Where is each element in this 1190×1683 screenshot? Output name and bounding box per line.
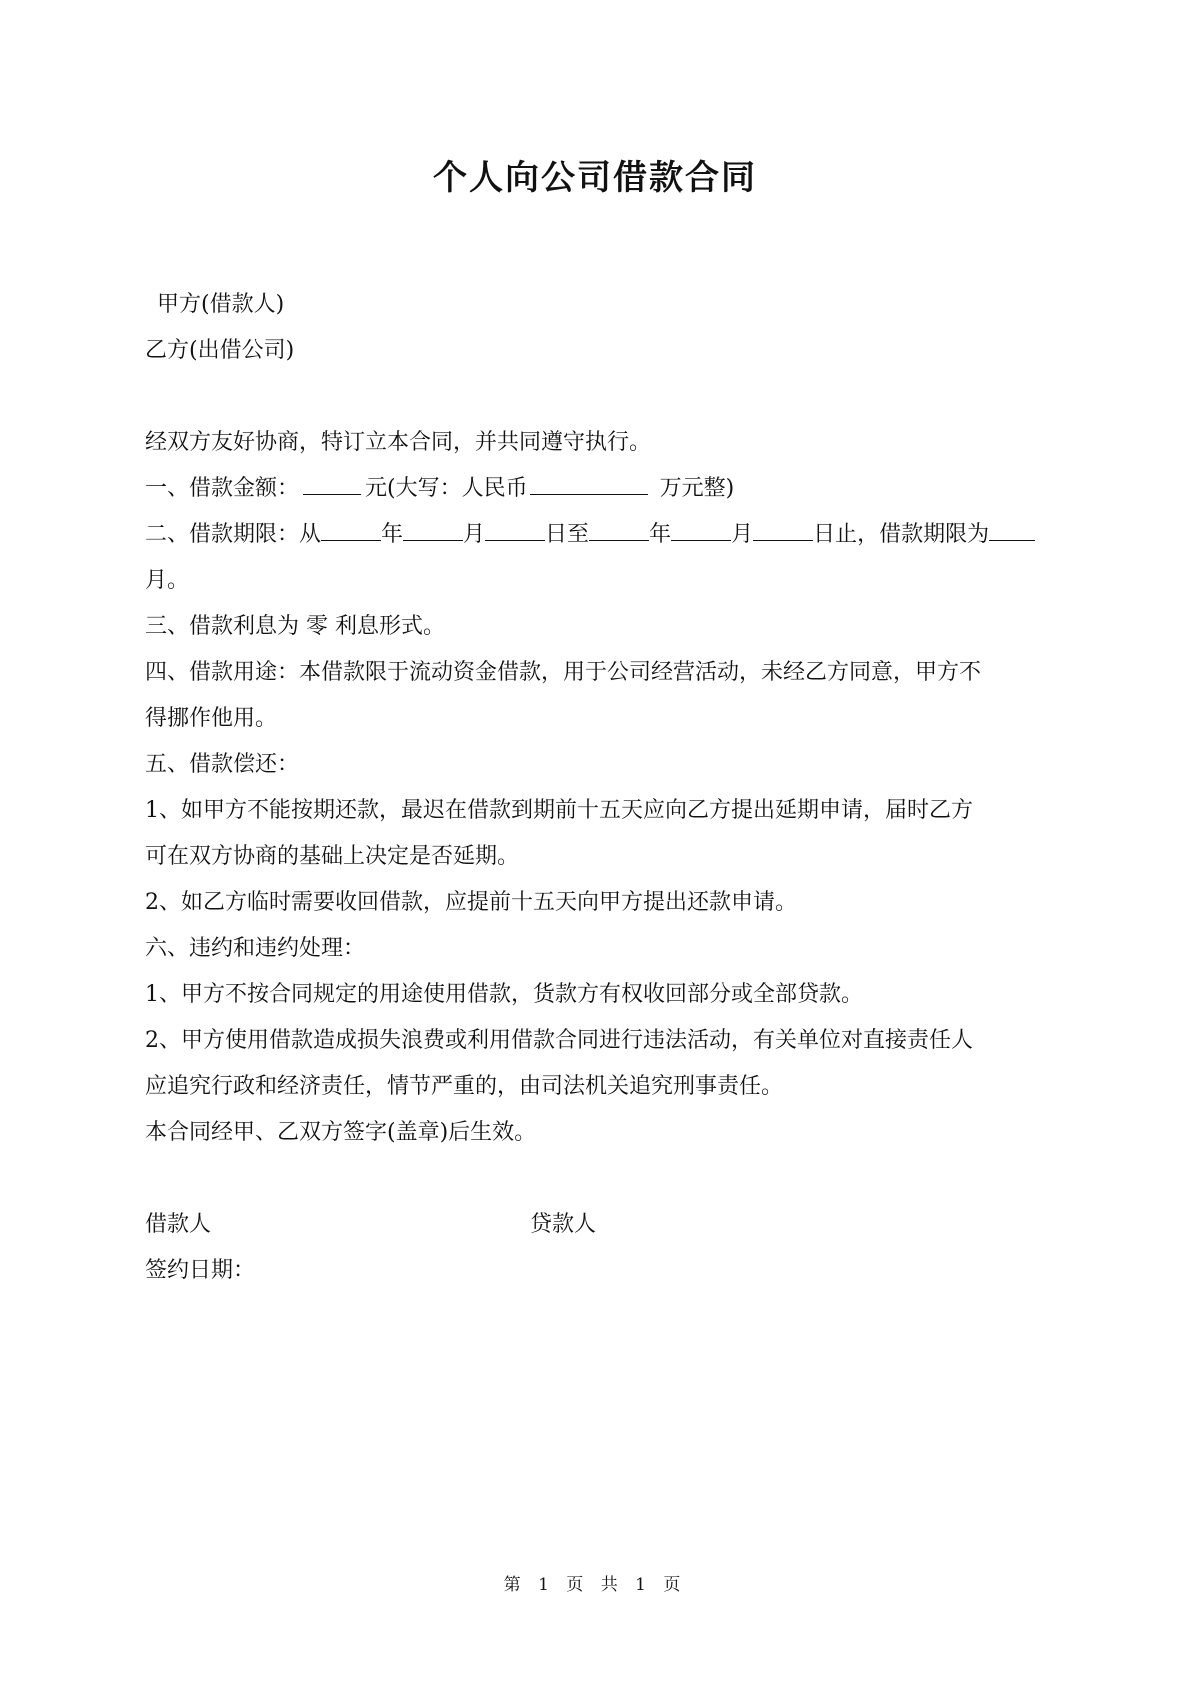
clause-breach-heading: 六、违约和违约处理： <box>145 936 366 961</box>
end-month-blank[interactable] <box>671 514 731 541</box>
clause-interest: 三、借款利息为 零 利息形式。 <box>145 614 445 639</box>
clause-purpose-line2: 得挪作他用。 <box>145 706 278 731</box>
lender-signature-label: 贷款人 <box>530 1212 597 1237</box>
signing-date-label: 签约日期： <box>145 1258 256 1283</box>
blank-spacer <box>145 1156 1057 1202</box>
start-month-label: 月 <box>463 522 486 547</box>
blank-spacer <box>145 374 1057 420</box>
loan-term-label: 二、借款期限：从 <box>145 522 322 547</box>
loan-amount-capital-label: 元(大写：人民币 <box>365 476 528 501</box>
term-months-blank[interactable] <box>989 514 1035 541</box>
loan-amount-suffix: 万元整) <box>659 476 735 501</box>
start-year-label: 年 <box>381 522 404 547</box>
end-month-label: 月 <box>731 522 754 547</box>
end-day-label: 日止，借款期限为 <box>813 522 990 547</box>
repayment-item1-line2: 可在双方协商的基础上决定是否延期。 <box>145 844 520 869</box>
effective-clause: 本合同经甲、乙双方签字(盖章)后生效。 <box>145 1120 537 1145</box>
clause-loan-amount <box>145 466 1057 512</box>
document-title: 个人向公司借款合同 <box>433 158 757 198</box>
breach-item2-line1: 2、甲方使用借款造成损失浪费或利用借款合同进行违法活动，有关单位对直接责任人 <box>145 1028 973 1053</box>
end-day-blank[interactable] <box>753 514 813 541</box>
repayment-item2: 2、如乙方临时需要收回借款，应提前十五天向甲方提出还款申请。 <box>145 890 797 915</box>
intro-paragraph: 经双方友好协商，特订立本合同，并共同遵守执行。 <box>145 430 652 455</box>
loan-amount-label: 一、借款金额： <box>145 476 300 501</box>
start-year-blank[interactable] <box>321 514 381 541</box>
party-a-line: 甲方(借款人) <box>157 292 285 317</box>
start-day-label: 日至 <box>545 522 590 547</box>
loan-amount-blank[interactable] <box>303 468 361 495</box>
clause-repayment-heading: 五、借款偿还： <box>145 752 300 777</box>
page-footer: 第 1 页 共 1 页 <box>503 1575 687 1595</box>
loan-term-unit: 月。 <box>145 568 190 593</box>
breach-item2-line2: 应追究行政和经济责任，情节严重的，由司法机关追究刑事责任。 <box>145 1074 784 1099</box>
start-day-blank[interactable] <box>485 514 545 541</box>
borrower-signature-label: 借款人 <box>145 1212 212 1237</box>
document-body <box>145 282 1057 1294</box>
clause-purpose-line1: 四、借款用途：本借款限于流动资金借款，用于公司经营活动，未经乙方同意，甲方不 <box>145 660 982 685</box>
breach-item1: 1、甲方不按合同规定的用途使用借款，货款方有权收回部分或全部贷款。 <box>145 982 863 1007</box>
repayment-item1-line1: 1、如甲方不能按期还款，最迟在借款到期前十五天应向乙方提出延期申请，届时乙方 <box>145 798 973 823</box>
start-month-blank[interactable] <box>403 514 463 541</box>
end-year-label: 年 <box>649 522 672 547</box>
clause-loan-term <box>145 512 1057 558</box>
end-year-blank[interactable] <box>589 514 649 541</box>
signature-row <box>145 1202 1057 1248</box>
party-b-line: 乙方(出借公司) <box>145 338 295 363</box>
loan-amount-capital-blank[interactable] <box>530 468 648 495</box>
